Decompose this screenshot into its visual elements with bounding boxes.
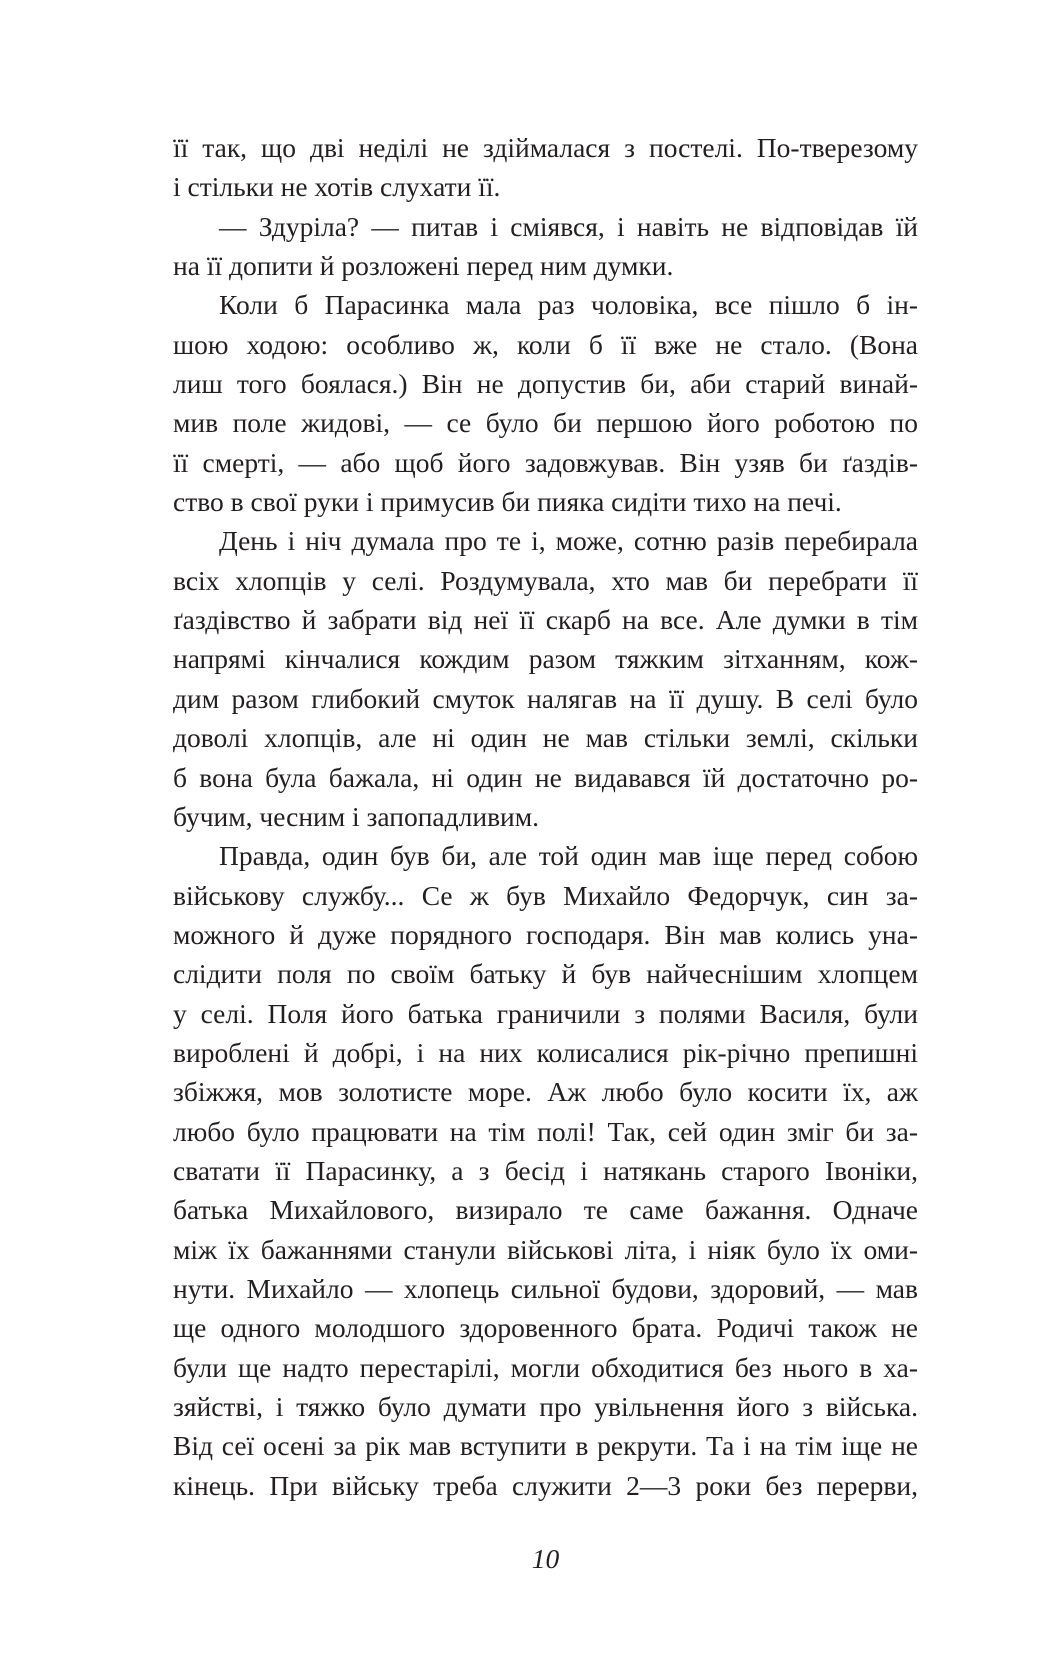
page-number: 10 [531, 1543, 560, 1574]
text-line: — Здуріла? — питав і сміявся, і навіть не відповідав їй [219, 210, 918, 242]
text-line: батька Михайлового, визирало те саме бажання. Одначе [173, 1194, 918, 1226]
text-line: мив поле жидові, — се було би першою його роботою по [173, 407, 918, 439]
text-line: День і ніч думала про те і, може, сотню разів перебирала [219, 525, 918, 557]
text-line: збіжжя, мов золотисте море. Аж любо було косити їх, аж [173, 1076, 918, 1108]
text-line: її так, що дві неділі не здіймалася з постелі. По-тверезому [173, 132, 918, 163]
text-line: нути. Михайло — хлопець сильної будови, здоровий, — мав [173, 1272, 918, 1304]
text-line: лиш того боялася.) Він не допустив би, аби старий винай- [173, 368, 918, 400]
text-line: шою ходою: особливо ж, коли б її вже не стало. (Вона [173, 328, 918, 360]
text-line: ще одного молодшого здоровенного брата. Родичі також не [173, 1312, 918, 1344]
body-text [173, 128, 918, 1505]
text-line: кінець. При війську треба служити 2—3 роки без перерви, [173, 1469, 918, 1501]
text-line: були ще надто перестарілі, могли обходитися без нього в ха- [173, 1351, 918, 1383]
text-line: ство в свої руки і примусив би пияка сидіти тихо на печі. [173, 486, 842, 518]
text-line: бучим, чесним і запопадливим. [173, 800, 540, 832]
text-line: б вона була бажала, ні один не видавався їй достаточно ро- [173, 761, 918, 793]
text-line: військову службу... Се ж був Михайло Федорчук, син за- [173, 879, 918, 911]
text-line: всіх хлопців у селі. Роздумувала, хто мав би перебрати її [173, 564, 918, 596]
text-line: Коли б Парасинка мала раз чоловіка, все пішло б ін- [219, 289, 918, 321]
text-line: між їх бажаннями станули військові літа, і ніяк було їх оми- [173, 1233, 918, 1265]
text-line: любо було працювати на тім полі! Так, сей один зміг би за- [173, 1115, 918, 1147]
text-line: у селі. Поля його батька граничили з полями Василя, були [173, 997, 918, 1029]
text-line: доволі хлопців, але ні один не мав стільки землі, скільки [173, 722, 918, 754]
text-line: дим разом глибокий смуток налягав на її душу. В селі було [173, 682, 918, 714]
text-line: Правда, один був би, але той один мав іще перед собою [219, 840, 918, 872]
text-line: напрямі кінчалися кождим разом тяжким зітханням, кож- [173, 643, 918, 675]
text-line: її смерті, — або щоб його задовжував. Він узяв би ґаздів- [173, 446, 918, 478]
text-line: зяйстві, і тяжко було думати про увільнення його з війська. [173, 1391, 918, 1422]
text-line: на її допити й розложені перед ним думки. [173, 250, 674, 282]
book-page [173, 0, 918, 1654]
text-line: можного й дуже порядного господаря. Він мав колись уна- [173, 918, 918, 950]
text-line: сватати її Парасинку, а з бесід і натякань старого Івоніки, [173, 1154, 918, 1186]
text-line: вироблені й добрі, і на них колисалися рік-річно препишні [173, 1036, 918, 1068]
text-line: Від сеї осені за рік мав вступити в рекрути. Та і на тім іще не [173, 1430, 918, 1462]
text-line: ґаздівство й забрати від неї її скарб на все. Але думки в тім [173, 604, 918, 636]
text-line: і стільки не хотів слухати її. [173, 171, 501, 203]
text-line: слідити поля по своїм батьку й був найчеснішим хлопцем [173, 958, 918, 990]
